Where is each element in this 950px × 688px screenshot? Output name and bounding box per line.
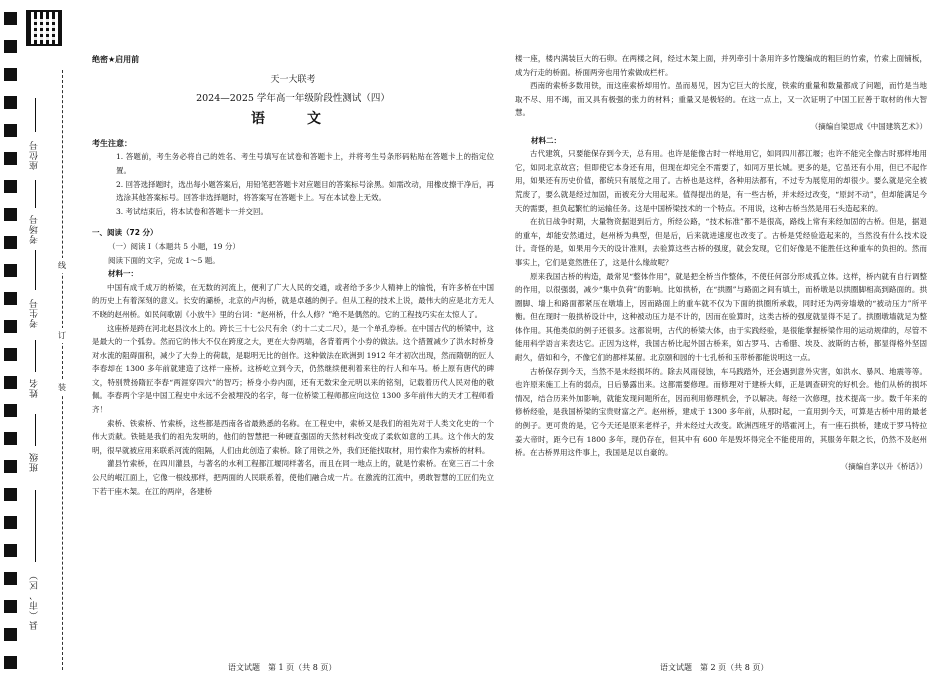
note-item: 3. 考试结束后，将本试卷和答题卡一并交回。 xyxy=(116,206,269,216)
source-citation-1: （摘编自梁思成《中国建筑艺术》） xyxy=(810,121,927,131)
section-title: 一、阅读（72 分） xyxy=(92,228,158,238)
notes-title: 考生注意： xyxy=(92,138,132,148)
instruction: 阅读下面的文字，完成 1～5 题。 xyxy=(108,255,220,265)
cut-word-bind: 装 xyxy=(58,380,66,395)
binding-margin xyxy=(0,0,78,688)
name-label: 姓名 xyxy=(30,378,40,398)
qr-code-icon xyxy=(26,10,62,46)
paragraph: 原来我国古桥的构造，最常见“整体作用”，就是把全桥当作整体，不使任何部分形成孤立体。这样，桥内就有自行调整的作用，以很强弱，减少“集中负荷”的影响。比如拱桥，在“拱圈”与路面之间有填土，而桥墩是以拱圈脚相高到路面的。拱圈脚、墙上和路面都紧压在墩墙上，因而路面上的重车就不仅为下面的拱圈所承载，同时还为两旁墙墩的“被动压力”所平衡。但在现时一般拱桥设计中，这种被动压力是不计的，因而在验算时，这类古桥的强度就显得不足了。拱圈墩墙就足为整体作用。其他类似的例子还很多。这都说明，古代的桥梁大体，由于实践经验，是很能掌握桥梁作用的运动规律的，尽管不能用科学语言来表达它。正因为这样，我国古桥比起外国古桥来，如古罗马、古希腊、埃及、波斯的古桥，都显得格外坚固耐久，借如和今，不像它们的都样某留。北京颐和园的十七孔桥和玉带桥都能说明这一点。 xyxy=(515,271,927,363)
county-label: 县（市、区） xyxy=(30,570,40,630)
exam-room-line xyxy=(35,180,36,208)
note-item: 2. 回答选择题时，选出每小题答案后，用铅笔把答题卡对应题目的答案标号涂黑。如需改动，用橡皮擦干净后，再选涂其他答案标号。回答非选择题时，将答案写在答题卡上。写在本试卷上无效。 xyxy=(116,179,494,203)
paragraph: 在抗日战争时期，大量物资据退到后方，所经公路，“技术标准”都不是很高，路线上常有来经加固的古桥。但是，据退的重车，却能安然通过，赵州桥为典型，但是后，后来就进速度也改变了。古桥是凭经验造起来的，当然没有什么技术设计。奇怪的是，如果用今天的设计准则，去验算这些古桥的强度，就会发现，它们好像是不能胜任这种重车的负担的。然而事实上，它们是竟然胜任了，这是什么缘故呢？ xyxy=(515,217,927,267)
subject-title: 语 文 xyxy=(251,111,335,128)
paragraph: 楼一座，楼内满装巨大的石卵。在两楼之间，经过木架上面，并列牵引十条用许多竹篾编成的粗巨的竹索，竹索上面铺板，成为行走的桥面。桥面两旁也用竹索做成栏杆。 xyxy=(515,54,927,77)
cut-word-line: 线 xyxy=(58,258,66,273)
cut-word-staple: 订 xyxy=(58,328,66,343)
seat-number-label: 座位号 xyxy=(30,140,40,170)
paragraph: 灌县竹索桥，在四川灌县，与著名的水利工程都江堰同样著名，而且在同一地点上的，就是竹索桥。在宽三百二十余公尺的岷江面上，它像一根线那样，把两面的人民联系着，使他们融合成一片。在激流的江流中，勇敢智慧的工匠们先立下若干座木架。在江的两岸，各建桥 xyxy=(92,459,494,496)
footer-page-2: 语文试题 第 2 页（共 8 页） xyxy=(660,663,769,672)
exam-room-label: 考场号 xyxy=(30,214,40,244)
candidate-number-label: 考生号 xyxy=(30,298,40,328)
exam-title: 2024—2025 学年高一年级阶段性测试（四） xyxy=(196,92,390,104)
paragraph: 西南的索桥多数用铁，而这座索桥却用竹。虽而易见，因为它巨大的长度，铁索的重量和数量都成了问题，而竹是当地取不尽、用不竭，而又具有极强的张力的材料；重量又是极轻的。在这一点上，又一次证明了中国工匠善于取材的伟大智慧。 xyxy=(515,81,927,118)
confidential-mark: 绝密★启用前 xyxy=(92,55,140,64)
paragraph: 中国有成千成万的桥梁，在无数的河流上，便利了广大人民的交通，或者给予多少人精神上的愉悦，有许多桥在中国的历史上有着深刻的意义。长安的灞桥，北京的卢沟桥，就是卓越的例子。但从工程的技术上说，最伟大的应是北方无人不晓的赵州桥。如民间歌剧《小放牛》里的台词：“赵州桥，什么人修？”绝不是偶然的。它的工程技巧实在太惊人了。 xyxy=(92,282,494,319)
paragraph: 这座桥是跨在河北赵县汶水上的。跨长三十七公尺有余（约十二丈二尺），是一个单孔券桥。在中国古代的桥梁中，这是最大的一个弧券。然而它的伟大不仅在跨度之大，更在大券两端，各背着两个小券的做法。这个措置减少了洪水时桥身对水流的阻碍面积，减少了大券上的荷载，是聪明无比的创作。这种做法在欧洲到 1912 年才初次出现，然而隋朝的匠人李春却在 1300 多年前就建造了这样一座桥。这桥屹立到今天，仍然继续便利着来往的行人和车马。桥上原有唐代的碑文，特别赞扬隋匠李春“两涯穿四穴”的智巧；桥身小券内面，还有无数宋金元明以来的铭刻，记载着历代人民对他的敬佩。李春两个字是中国工程史中永远不会被埋没的名字，每一位桥梁工程师都应向这位 1300 多年前伟大的天才工程师看齐！ xyxy=(92,323,494,415)
class-label: 班级 xyxy=(30,452,40,472)
name-line xyxy=(35,340,36,372)
paragraph: 索桥、铁索桥、竹索桥，这些都是西南各省最熟悉的名称。在工程史中，索桥又是我们的祖先对于人类文化史的一个伟大贡献。铁链是我们的祖先发明的，他们的智慧把一种硬直强固的天然材料改变成了柔软如意的工具。这个伟大的发明，很早就被应用来联系河流的阻隔，人们由此创造了索桥。除了用铁之外，我们还能找取材，用竹索作为索桥的材料。 xyxy=(92,418,494,455)
exam-organizer: 天一大联考 xyxy=(270,75,316,85)
material-1-label: 材料一： xyxy=(108,269,138,279)
material-2-label: 材料二： xyxy=(531,135,561,145)
cut-line xyxy=(62,70,63,670)
county-line xyxy=(35,490,36,562)
paragraph: 古桥保存到今天，当然不是未经损坏的。除去风雨侵蚀，车马践踏外，还会遇到意外灾害，如洪水、暴风、地震等等。也许原来施工上有的弱点，日后暴露出来。这都需要修理。而修理对于建桥大师，正是调查研究的好机会。他们从桥的损坏情况，结合历来外加影响，就能发现问题所在，因而利用修理机会，予以解决。每经一次修理，技术提高一步。数千年来的修桥经验，是我国桥梁的宝贵财富之产。赵州桥，建成于 1300 多年前，从那时起，一直用到今天，可算是古桥中用的最老的例子。更可贵的是，它今天还是原来老样子，并未经过大改变。欧洲西班牙的塔霍河上，有一座石拱桥，建成于罗马特拉姜大帝时，距今已有 1800 多年，现仍存在，但其中有 600 年是毁坏得完全不能使用的，其服务年限之长，仍然不及赵州桥。在古桥界用这件事上，我国是足以自豪的。 xyxy=(515,366,927,458)
note-item: 1. 答题前，考生务必将自己的姓名、考生号填写在试卷和答题卡上，并将考生号条形码粘贴在答题卡上的指定位置。 xyxy=(116,152,494,175)
source-citation-2: （摘编自茅以升《桥话》） xyxy=(840,461,927,471)
paragraph: 古代建筑，只要能保存到今天，总有用。也许是能像古时一样地用它，如同四川都江堰；也许不能完全像古时那样地用它，如同北京故宫；但即使它本身还有用，但现在却完全不需要了，如同万里长城。更多的是，它虽还有小用，但已不起作用，如果还有历史价值，都统只有展览之用了。古桥也是这样，各种用法都有，不过专为展览用的却很少。要么就是完全被荒废了，要么就是经过加固，而被充分大用起来。值得提出的是，有一些古桥，并未经过改变，“原封不动”，但却能满足今天的需要，担负起繁忙的运输任务。这是中国桥梁技术的一个特点。不用说，这种古桥当然是用石头造起来的。 xyxy=(515,149,927,213)
page-2 xyxy=(515,52,927,473)
candidate-number-line xyxy=(35,250,36,290)
footer-page-1: 语文试题 第 1 页（共 8 页） xyxy=(228,663,337,672)
subsection-title: （一）阅读 I（本题共 5 小题，19 分） xyxy=(108,241,240,251)
seat-number-line xyxy=(35,98,36,132)
page-1 xyxy=(92,46,494,498)
class-line xyxy=(35,414,36,446)
alignment-marks xyxy=(4,4,18,684)
